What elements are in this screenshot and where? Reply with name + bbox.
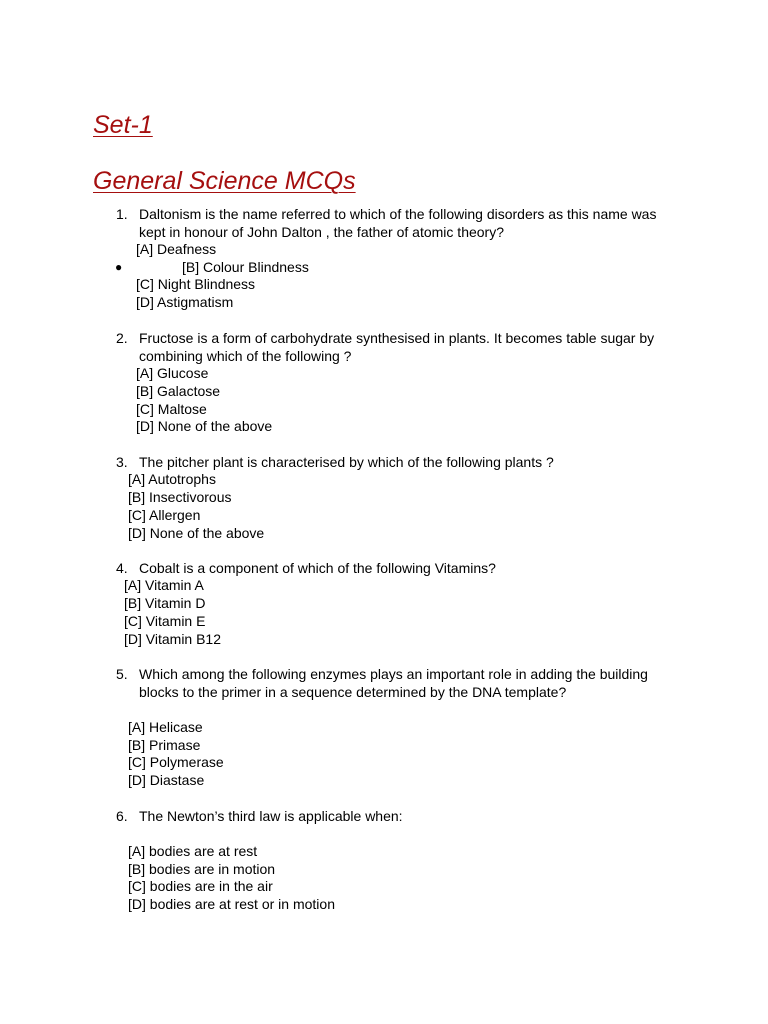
option-d: [D] None of the above — [128, 525, 265, 541]
set-heading: Set-1 — [93, 111, 153, 139]
option-a: [A] Autotrophs — [128, 471, 216, 487]
question-number: 1. — [116, 206, 128, 222]
option-a: [A] Glucose — [136, 365, 209, 381]
option-c: [C] Polymerase — [128, 754, 224, 770]
question-number: 3. — [116, 454, 128, 470]
option-d: [D] Vitamin B12 — [124, 631, 222, 647]
question-number: 4. — [116, 560, 128, 576]
question-number: 5. — [116, 666, 128, 682]
option-c: [C] Allergen — [128, 507, 201, 523]
option-d: [D] Astigmatism — [136, 294, 234, 310]
question-text: Fructose is a form of carbohydrate synthesised in plants. It becomes table sugar by — [139, 330, 655, 346]
option-c: [C] Vitamin E — [124, 613, 206, 629]
option-a: [A] Helicase — [128, 719, 203, 735]
option-b: [B] bodies are in motion — [128, 861, 276, 877]
option-b: [B] Primase — [128, 737, 201, 753]
question-text: Which among the following enzymes plays an important role in adding the building — [139, 666, 648, 682]
question-number: 2. — [116, 330, 128, 346]
bullet-icon: ● — [115, 260, 123, 274]
question-text: Daltonism is the name referred to which of the following disorders as this name was — [139, 206, 657, 222]
option-d: [D] bodies are at rest or in motion — [128, 896, 335, 912]
option-b: [B] Vitamin D — [124, 595, 206, 611]
option-c: [C] Night Blindness — [136, 276, 256, 292]
page-title: General Science MCQs — [93, 167, 356, 195]
question-text: combining which of the following ? — [139, 348, 352, 364]
option-a: [A] Vitamin A — [124, 577, 204, 593]
question-text: blocks to the primer in a sequence determined by the DNA template? — [139, 684, 567, 700]
option-d: [D] None of the above — [136, 418, 273, 434]
question-text: The pitcher plant is characterised by which of the following plants ? — [139, 454, 554, 470]
option-b: [B] Galactose — [136, 383, 221, 399]
question-text: The Newton’s third law is applicable when: — [139, 808, 403, 824]
question-text: Cobalt is a component of which of the following Vitamins? — [139, 560, 496, 576]
option-a: [A] bodies are at rest — [128, 843, 258, 859]
option-a: [A] Deafness — [136, 241, 217, 257]
option-b: [B] Colour Blindness — [182, 259, 309, 275]
question-number: 6. — [116, 808, 128, 824]
option-c: [C] bodies are in the air — [128, 878, 273, 894]
option-b: [B] Insectivorous — [128, 489, 232, 505]
option-d: [D] Diastase — [128, 772, 205, 788]
option-c: [C] Maltose — [136, 401, 207, 417]
question-text: kept in honour of John Dalton , the father of atomic theory? — [139, 224, 504, 240]
